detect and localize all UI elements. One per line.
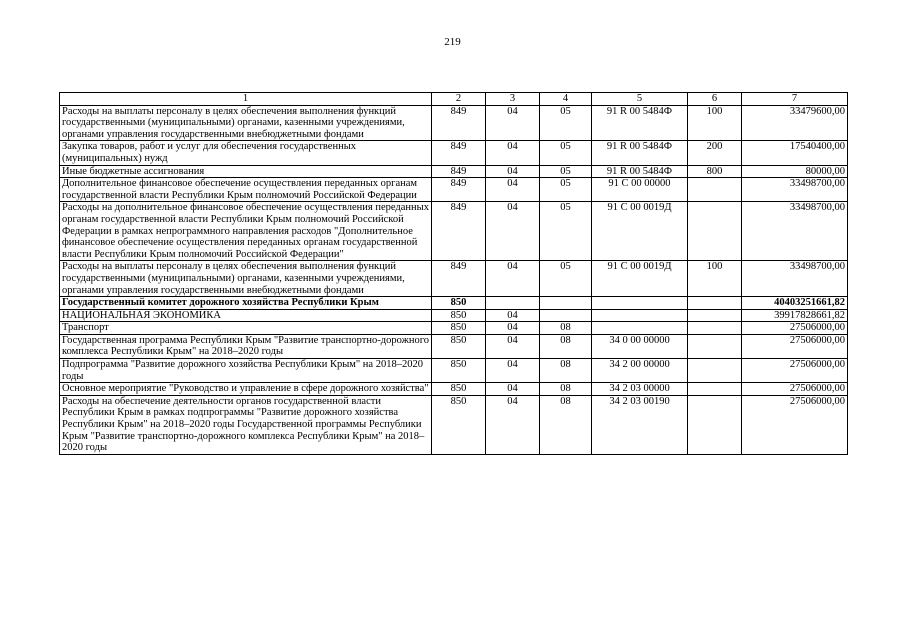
row-subsection-cell bbox=[540, 297, 592, 310]
row-sum-cell: 27506000,00 bbox=[742, 334, 848, 358]
row-section-cell: 04 bbox=[486, 105, 540, 141]
row-sum-cell: 80000,00 bbox=[742, 165, 848, 178]
row-subsection-cell: 08 bbox=[540, 359, 592, 383]
page-number: 219 bbox=[444, 36, 461, 48]
row-expense-type-cell bbox=[688, 178, 742, 202]
header-cell-2: 2 bbox=[432, 93, 486, 106]
row-section-cell: 04 bbox=[486, 383, 540, 396]
table-body bbox=[60, 93, 848, 455]
row-subsection-cell bbox=[540, 309, 592, 322]
row-subsection-cell: 05 bbox=[540, 178, 592, 202]
header-cell-6: 6 bbox=[688, 93, 742, 106]
row-ved-cell: 849 bbox=[432, 261, 486, 297]
table-row bbox=[60, 334, 848, 358]
table-row bbox=[60, 141, 848, 165]
row-sum-cell: 33498700,00 bbox=[742, 178, 848, 202]
table-row bbox=[60, 383, 848, 396]
row-target-article-cell bbox=[592, 309, 688, 322]
row-section-cell: 04 bbox=[486, 309, 540, 322]
table-row bbox=[60, 261, 848, 297]
row-expense-type-cell: 100 bbox=[688, 261, 742, 297]
row-sum-cell: 27506000,00 bbox=[742, 395, 848, 454]
header-cell-3: 3 bbox=[486, 93, 540, 106]
row-name-cell: Дополнительное финансовое обеспечение осуществления переданных органам государственной власти Республики Крым полномочий Российской Федерации bbox=[60, 178, 432, 202]
row-name-cell: Подпрограмма "Развитие дорожного хозяйства Республики Крым" на 2018–2020 годы bbox=[60, 359, 432, 383]
row-expense-type-cell bbox=[688, 334, 742, 358]
row-ved-cell: 849 bbox=[432, 178, 486, 202]
row-subsection-cell: 08 bbox=[540, 334, 592, 358]
table-row bbox=[60, 165, 848, 178]
row-name-cell: Иные бюджетные ассигнования bbox=[60, 165, 432, 178]
row-target-article-cell: 91 R 00 5484Ф bbox=[592, 105, 688, 141]
row-ved-cell: 850 bbox=[432, 322, 486, 335]
row-target-article-cell: 34 0 00 00000 bbox=[592, 334, 688, 358]
row-section-cell: 04 bbox=[486, 165, 540, 178]
row-expense-type-cell: 200 bbox=[688, 141, 742, 165]
row-subsection-cell: 05 bbox=[540, 105, 592, 141]
table-row bbox=[60, 105, 848, 141]
row-target-article-cell: 91 С 00 0019Д bbox=[592, 202, 688, 261]
row-sum-cell: 33479600,00 bbox=[742, 105, 848, 141]
row-subsection-cell: 05 bbox=[540, 141, 592, 165]
row-ved-cell: 850 bbox=[432, 383, 486, 396]
row-name-cell: Расходы на выплаты персоналу в целях обеспечения выполнения функций государственными (муниципальными) органами, казенными учреждениями, органами управления государственными внебюджетными фондами bbox=[60, 105, 432, 141]
row-subsection-cell: 08 bbox=[540, 383, 592, 396]
header-cell-5: 5 bbox=[592, 93, 688, 106]
table-row bbox=[60, 322, 848, 335]
table-row bbox=[60, 309, 848, 322]
row-section-cell: 04 bbox=[486, 141, 540, 165]
row-name-cell: Государственная программа Республики Крым "Развитие транспортно-дорожного комплекса Республики Крым" на 2018–2020 годы bbox=[60, 334, 432, 358]
row-expense-type-cell bbox=[688, 322, 742, 335]
row-name-cell: Основное мероприятие "Руководство и управление в сфере дорожного хозяйства" bbox=[60, 383, 432, 396]
row-target-article-cell bbox=[592, 297, 688, 310]
row-ved-cell: 850 bbox=[432, 334, 486, 358]
table-row bbox=[60, 178, 848, 202]
table-row bbox=[60, 359, 848, 383]
row-ved-cell: 850 bbox=[432, 309, 486, 322]
row-expense-type-cell bbox=[688, 395, 742, 454]
row-section-cell: 04 bbox=[486, 322, 540, 335]
row-target-article-cell: 91 С 00 00000 bbox=[592, 178, 688, 202]
row-expense-type-cell bbox=[688, 359, 742, 383]
row-sum-cell: 27506000,00 bbox=[742, 359, 848, 383]
row-target-article-cell: 34 2 03 00190 bbox=[592, 395, 688, 454]
row-section-cell: 04 bbox=[486, 261, 540, 297]
row-sum-cell: 17540400,00 bbox=[742, 141, 848, 165]
row-target-article-cell: 91 R 00 5484Ф bbox=[592, 165, 688, 178]
row-subsection-cell: 05 bbox=[540, 261, 592, 297]
row-section-cell: 04 bbox=[486, 178, 540, 202]
header-cell-4: 4 bbox=[540, 93, 592, 106]
row-subsection-cell: 05 bbox=[540, 202, 592, 261]
header-cell-7: 7 bbox=[742, 93, 848, 106]
header-cell-1: 1 bbox=[60, 93, 432, 106]
row-section-cell: 04 bbox=[486, 202, 540, 261]
row-sum-cell: 39917828661,82 bbox=[742, 309, 848, 322]
row-sum-cell: 27506000,00 bbox=[742, 383, 848, 396]
table-row bbox=[60, 297, 848, 310]
row-target-article-cell: 34 2 00 00000 bbox=[592, 359, 688, 383]
row-subsection-cell: 05 bbox=[540, 165, 592, 178]
row-ved-cell: 850 bbox=[432, 297, 486, 310]
row-expense-type-cell: 800 bbox=[688, 165, 742, 178]
row-name-cell: Государственный комитет дорожного хозяйства Республики Крым bbox=[60, 297, 432, 310]
row-expense-type-cell bbox=[688, 383, 742, 396]
row-name-cell: Расходы на выплаты персоналу в целях обеспечения выполнения функций государственными (муниципальными) органами, казенными учреждениями, органами управления государственными внебюджетными фондами bbox=[60, 261, 432, 297]
row-expense-type-cell bbox=[688, 297, 742, 310]
table-row bbox=[60, 395, 848, 454]
row-target-article-cell bbox=[592, 322, 688, 335]
row-sum-cell: 40403251661,82 bbox=[742, 297, 848, 310]
row-ved-cell: 850 bbox=[432, 359, 486, 383]
row-name-cell: Закупка товаров, работ и услуг для обеспечения государственных (муниципальных) нужд bbox=[60, 141, 432, 165]
row-section-cell: 04 bbox=[486, 334, 540, 358]
row-expense-type-cell: 100 bbox=[688, 105, 742, 141]
row-section-cell: 04 bbox=[486, 359, 540, 383]
row-name-cell: Транспорт bbox=[60, 322, 432, 335]
row-name-cell: Расходы на дополнительное финансовое обеспечение осуществления переданных органам государственной власти Республики Крым полномочий Российской Федерации в рамках непрограммного направления расходов "Дополнительное финансовое обеспечение осуществления переданных органам государственной власти Республики Крым полномочий Российской Федерации" bbox=[60, 202, 432, 261]
row-ved-cell: 849 bbox=[432, 105, 486, 141]
row-section-cell: 04 bbox=[486, 395, 540, 454]
row-sum-cell: 33498700,00 bbox=[742, 261, 848, 297]
row-target-article-cell: 91 С 00 0019Д bbox=[592, 261, 688, 297]
row-name-cell: Расходы на обеспечение деятельности органов государственной власти Республики Крым в рамках подпрограммы "Развитие дорожного хозяйства Республики Крым" на 2018–2020 годы Государственной программы Республики Крым "Развитие транспортно-дорожного комплекса Республики Крым" на 2018–2020 годы bbox=[60, 395, 432, 454]
budget-table bbox=[59, 92, 848, 455]
row-expense-type-cell bbox=[688, 309, 742, 322]
row-section-cell bbox=[486, 297, 540, 310]
row-target-article-cell: 91 R 00 5484Ф bbox=[592, 141, 688, 165]
row-expense-type-cell bbox=[688, 202, 742, 261]
row-ved-cell: 849 bbox=[432, 165, 486, 178]
table-header-row bbox=[60, 93, 848, 106]
row-subsection-cell: 08 bbox=[540, 395, 592, 454]
row-ved-cell: 849 bbox=[432, 202, 486, 261]
table-row bbox=[60, 202, 848, 261]
row-sum-cell: 27506000,00 bbox=[742, 322, 848, 335]
row-ved-cell: 850 bbox=[432, 395, 486, 454]
row-sum-cell: 33498700,00 bbox=[742, 202, 848, 261]
row-ved-cell: 849 bbox=[432, 141, 486, 165]
row-subsection-cell: 08 bbox=[540, 322, 592, 335]
row-target-article-cell: 34 2 03 00000 bbox=[592, 383, 688, 396]
row-name-cell: НАЦИОНАЛЬНАЯ ЭКОНОМИКА bbox=[60, 309, 432, 322]
